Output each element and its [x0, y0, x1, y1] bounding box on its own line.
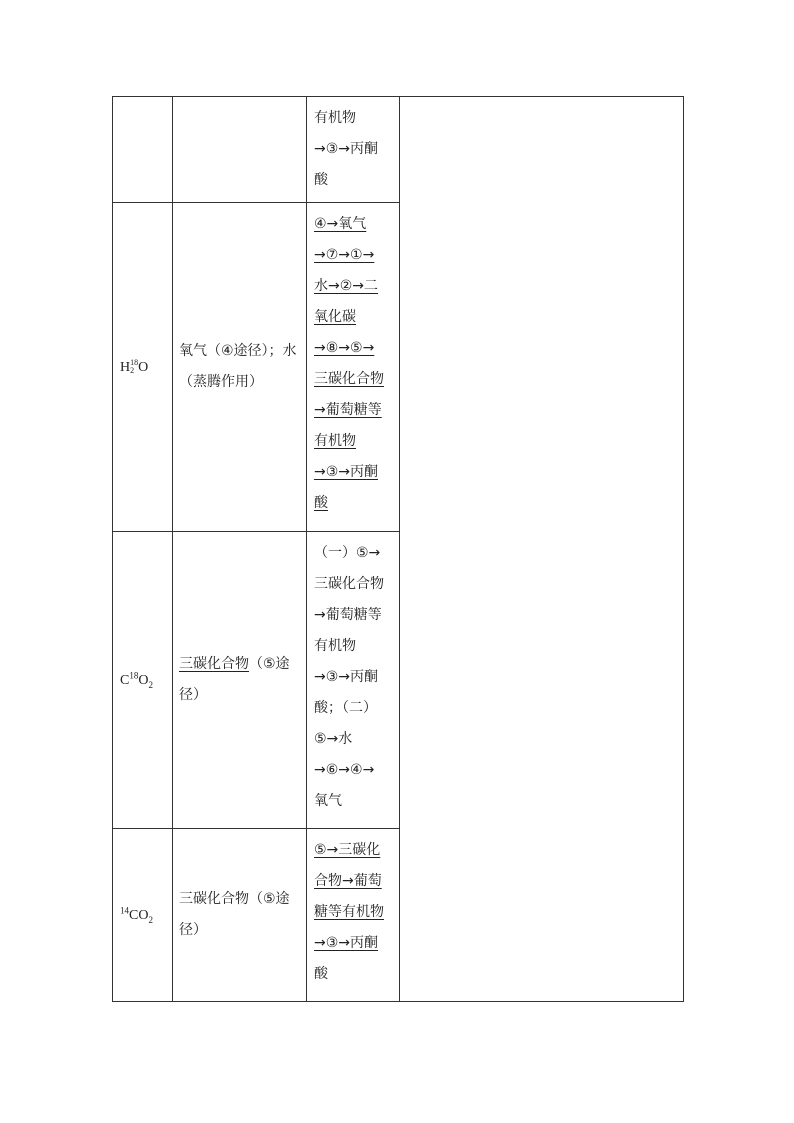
path-line: 有机物: [314, 638, 356, 654]
transfer-path-cell: [307, 829, 400, 1002]
path-line: →③→丙酮: [314, 464, 379, 480]
path-line: →葡萄糖等: [314, 402, 382, 418]
path-line: 氧气: [314, 793, 342, 809]
path-line: ⑤→水: [314, 731, 353, 747]
path-line: ⑤→三碳化: [314, 842, 381, 858]
isotope-formula: H 18 2 O: [120, 358, 149, 376]
path-line: 糖等有机物: [314, 904, 384, 920]
final-location-cell: [173, 532, 307, 829]
path-line: 酸: [314, 172, 328, 188]
path-line: 酸: [314, 966, 328, 982]
isotope-cell: [113, 203, 173, 532]
path-line: ④→氧气: [314, 216, 367, 232]
final-location-text: 三碳化合物（⑤途径）: [179, 891, 290, 938]
final-location-cell: [173, 829, 307, 1002]
path-line: →⑦→①→: [314, 247, 375, 263]
path-line: →⑧→⑤→: [314, 340, 375, 356]
path-line: →③→丙酮: [314, 141, 379, 157]
path-line: 水→②→二: [314, 278, 379, 294]
transfer-path-cell: [307, 532, 400, 829]
transfer-path-cell: [307, 97, 400, 203]
isotope-cell: [113, 829, 173, 1002]
notes-cell: [400, 97, 684, 1002]
isotope-cell: [113, 532, 173, 829]
path-line: 有机物: [314, 433, 356, 449]
final-location-text: （⑤途径）: [179, 656, 290, 703]
path-line: →③→丙酮: [314, 935, 379, 951]
path-line: 酸: [314, 495, 328, 511]
path-line: →葡萄糖等: [314, 607, 382, 623]
path-line: →③→丙酮: [314, 669, 379, 685]
isotope-formula: $C^{18}O_2$: [120, 669, 153, 690]
final-location-underlined: 三碳化合物: [179, 656, 249, 672]
isotope-formula: $^{14}CO_2$: [120, 904, 153, 925]
transfer-path-cell: [307, 203, 400, 532]
isotope-tracing-table: [112, 96, 684, 1002]
path-line: （一）⑤→: [314, 545, 381, 561]
path-line: 三碳化合物: [314, 371, 384, 387]
path-line: 氧化碳: [314, 309, 356, 325]
isotope-cell: [113, 97, 173, 203]
path-line: 酸；（二）: [314, 700, 377, 716]
path-line: 合物→葡萄: [314, 873, 382, 889]
path-line: →⑥→④→: [314, 762, 375, 778]
final-location-text: 氧气（④途径）；水（蒸腾作用）: [179, 343, 297, 390]
path-line: 有机物: [314, 110, 356, 126]
final-location-cell: [173, 97, 307, 203]
table-row: [113, 97, 684, 203]
path-line: 三碳化合物: [314, 576, 384, 592]
final-location-cell: [173, 203, 307, 532]
